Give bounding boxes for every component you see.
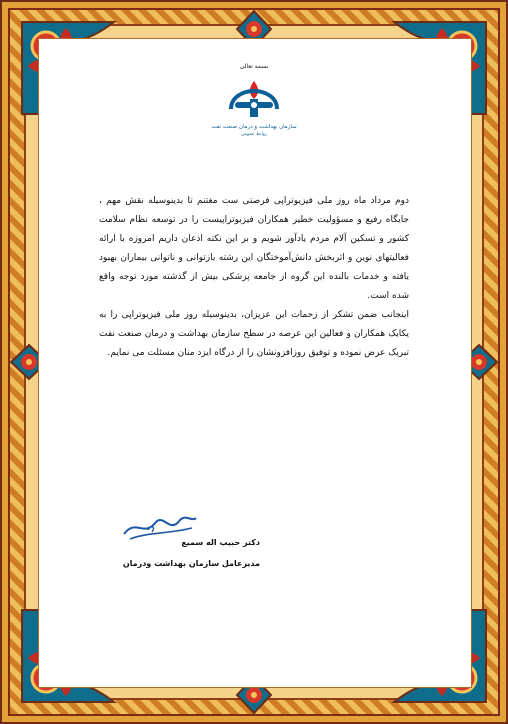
basmala-heading: بسمه تعالی xyxy=(239,63,269,70)
signer-name: دکتر حبیب اله سمیع xyxy=(181,538,260,547)
public-relations-label: روابط عمومی xyxy=(240,132,268,137)
oil-company-logo-icon xyxy=(219,79,289,119)
organization-name: سازمان بهداشت و درمان صنعت نفت xyxy=(211,124,297,130)
letter-paragraph: اینجانب ضمن تشکر از زحمات این عزیزان، بدینوسیله روز ملی فیزیوتراپی را به یکایک همکاران و فعالین این عرصه در سطح سازمان بهداشت و درمان صنعت نفت تبریک عرض نموده و توفیق روزافزونشان را از درگاه ایزد منان مسئلت می نمایم. xyxy=(99,310,409,358)
letter-body xyxy=(99,192,409,363)
signer-title: مدیرعامل سازمان بهداشت ودرمان xyxy=(122,559,260,568)
letter-paragraph: دوم مرداد ماه روز ملی فیزیوتراپی فرصتی ست مغتنم تا بدینوسیله نقش مهم ، جایگاه رفیع و مسؤولیت خطیر همکاران فیزیوتراپیست را در توسعه نظام سلامت کشور و تسکین آلام مردم یادآور شویم و بر این نکته اذعان داریم امروزه با ارائه فعالیتهای نوین و اثربخش دانش‌آموختگان این رشته بازتوانی و ناتوانی بیماران بهبود یافته و خدمات بالنده این گروه از جامعه پزشکی بیش از گذشته مورد توجه واقع شده است. xyxy=(99,196,409,301)
